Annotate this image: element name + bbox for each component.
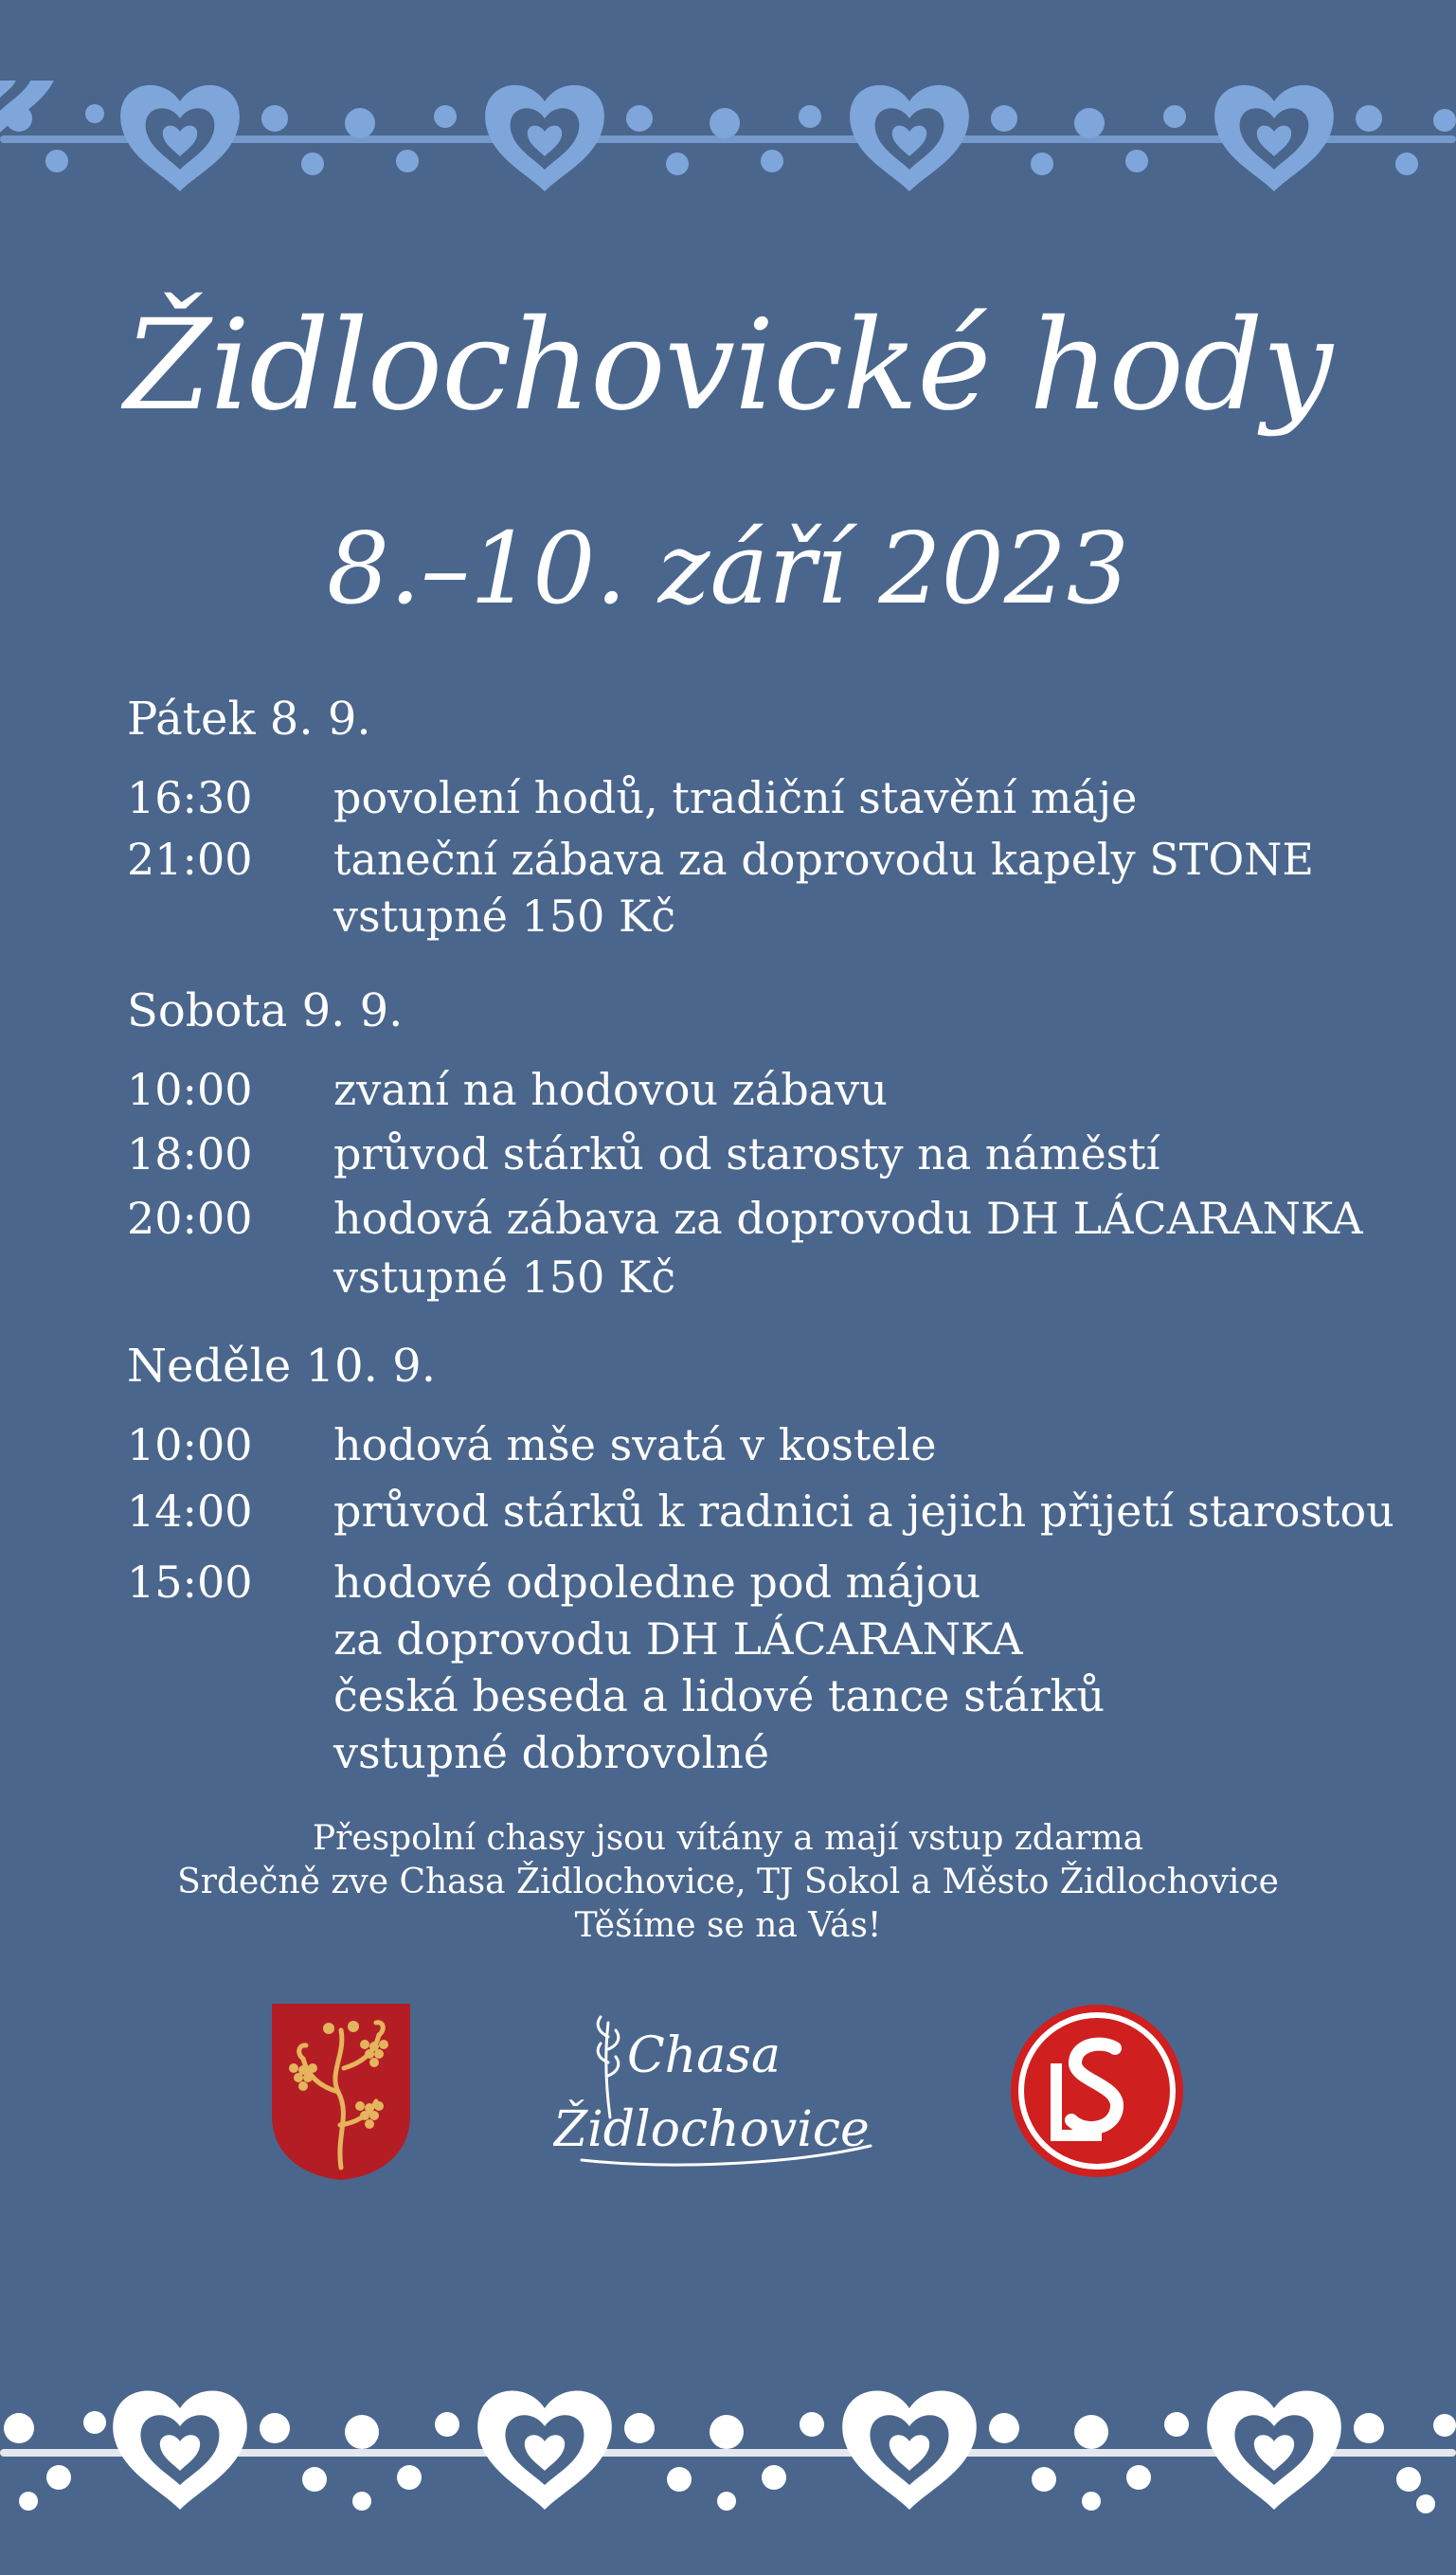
schedule-time: 16:30 (127, 772, 253, 823)
footer-line: Přespolní chasy jsou vítány a mají vstup zdarma (312, 1819, 1144, 1858)
coat-of-arms-grapevine-icon (270, 2002, 412, 2182)
schedule-text: hodová zábava za doprovodu DH LÁCARANKA (333, 1193, 1363, 1244)
schedule-text: průvod stárků k radnici a jejich přijetí starostou (333, 1486, 1394, 1537)
schedule-text: zvaní na hodovou zábavu (333, 1064, 888, 1115)
chasa-zidlochovice-logo (553, 2004, 875, 2174)
schedule-text: za doprovodu DH LÁCARANKA (333, 1613, 1023, 1665)
invitation-footer (0, 1817, 1456, 1948)
schedule-time: 21:00 (127, 834, 253, 885)
schedule-time: 20:00 (127, 1193, 253, 1244)
schedule-time: 10:00 (127, 1419, 253, 1470)
event-dates: 8.–10. září 2023 (326, 511, 1130, 626)
schedule-time: 15:00 (127, 1557, 253, 1608)
schedule-time: 14:00 (127, 1486, 253, 1537)
schedule-text: česká beseda a lidové tance stárků (333, 1670, 1105, 1721)
top-ornament-border (0, 81, 1456, 213)
schedule-text: hodové odpoledne pod májou (333, 1557, 981, 1608)
footer-line: Těšíme se na Vás! (574, 1906, 882, 1945)
schedule-text: vstupné dobrovolné (333, 1727, 770, 1778)
bottom-ornament-border (0, 2383, 1456, 2534)
schedule-text: vstupné 150 Kč (333, 891, 676, 942)
chasa-logo-line1: Chasa (627, 2027, 781, 2084)
schedule-text: taneční zábava za doprovodu kapely STONE (333, 834, 1314, 885)
schedule-time: 18:00 (127, 1128, 253, 1179)
event-title: Židlochovické hody (124, 293, 1332, 439)
schedule-time: 10:00 (127, 1064, 253, 1115)
schedule-text: průvod stárků od starosty na náměstí (333, 1128, 1160, 1179)
schedule-text: hodová mše svatá v kostele (333, 1419, 937, 1470)
sokol-letters: SL (1009, 2003, 1011, 2004)
chasa-logo-line2: Židlochovice (553, 2101, 870, 2158)
footer-line: Srdečně zve Chasa Židlochovice, TJ Sokol a Město Židlochovice (177, 1863, 1279, 1901)
day-heading-friday: Pátek 8. 9. (127, 693, 371, 746)
schedule-text: vstupné 150 Kč (333, 1251, 676, 1303)
day-heading-saturday: Sobota 9. 9. (127, 984, 404, 1037)
sokol-emblem-icon (1009, 2003, 1185, 2179)
schedule-text: povolení hodů, tradiční stavění máje (333, 772, 1138, 823)
day-heading-sunday: Neděle 10. 9. (127, 1340, 436, 1393)
